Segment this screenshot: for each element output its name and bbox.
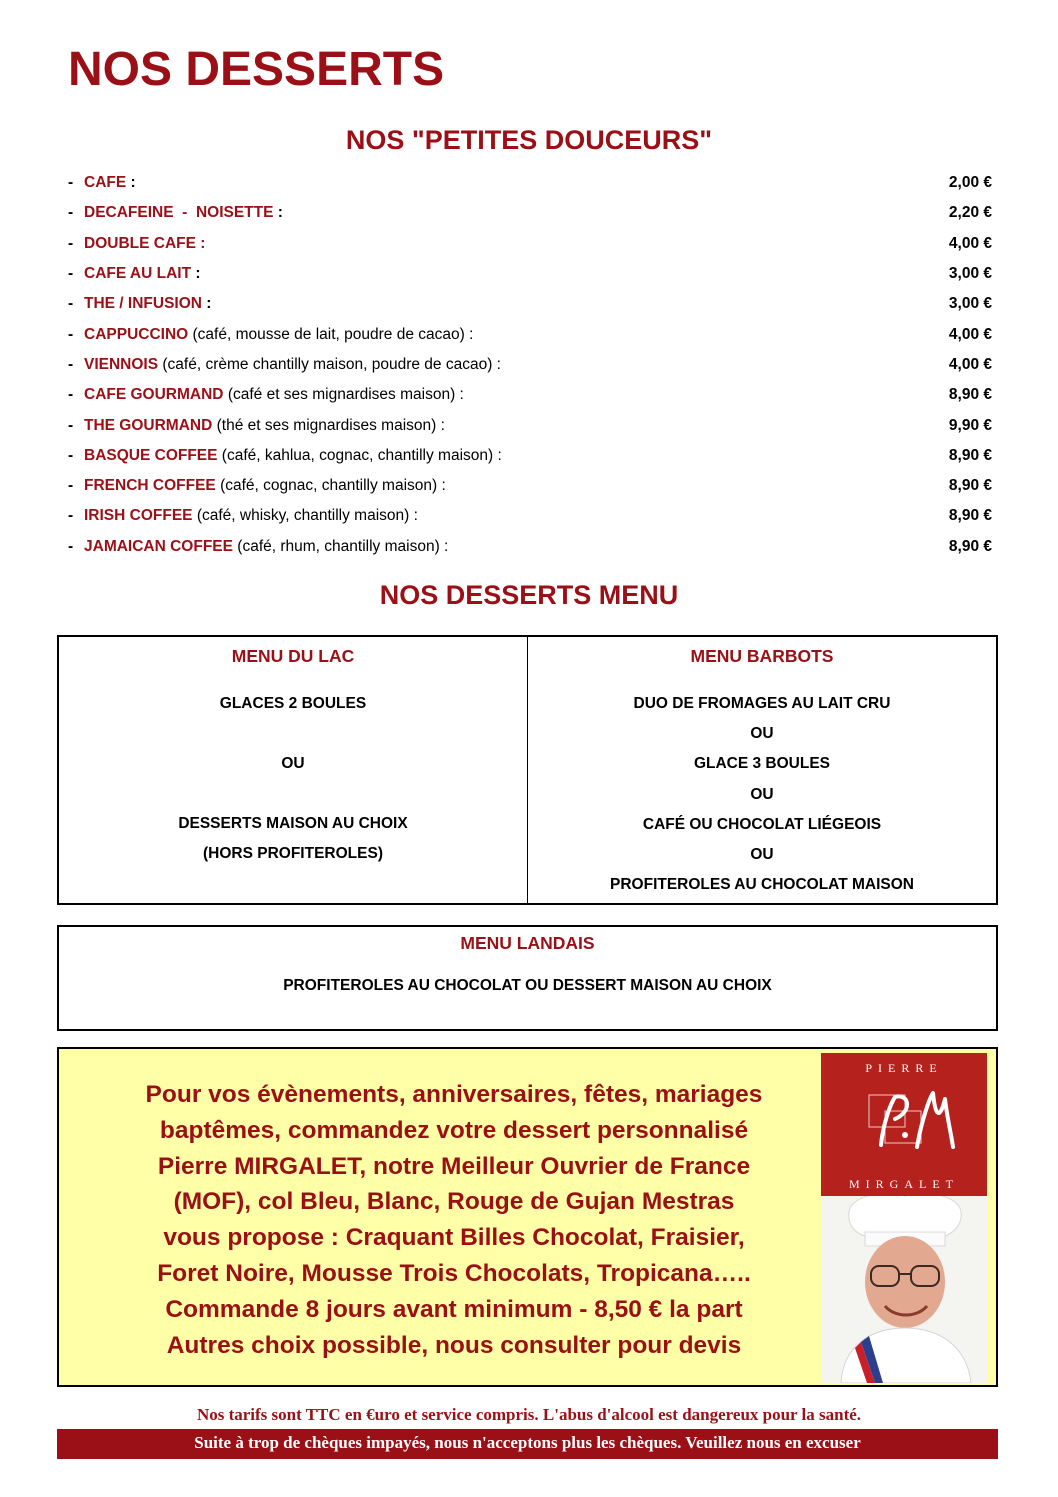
menu-du-lac (59, 637, 527, 903)
promo-line: vous propose : Craquant Billes Chocolat, Fraisier, (163, 1224, 745, 1252)
promo-line: (MOF), col Bleu, Blanc, Rouge de Gujan Mestras (173, 1188, 735, 1216)
item-price: 8,90 € (948, 386, 992, 404)
footer-cheque-notice: Suite à trop de chèques impayés, nous n'acceptons plus les chèques. Veuillez nous en excuser (57, 1429, 998, 1459)
item-price: 9,90 € (948, 416, 992, 434)
chef-portrait (821, 1196, 987, 1383)
menu-line: OU (750, 845, 774, 863)
promo-line: Commande 8 jours avant minimum - 8,50 € la part (165, 1295, 743, 1323)
item-price: 4,00 € (948, 325, 992, 343)
menu-line: DESSERTS MAISON AU CHOIX (178, 814, 408, 832)
menu-line: DUO DE FROMAGES AU LAIT CRU (633, 695, 891, 712)
item-name: JAMAICAN COFFEE (84, 537, 233, 555)
menu-line: GLACE 3 BOULES (693, 755, 831, 773)
item-price: 2,00 € (948, 174, 992, 192)
item-desc: (thé et ses mignardises maison) : (216, 416, 445, 434)
price-row: - DECAFEINE - NOISETTE : 2,20 € (68, 204, 992, 222)
item-name: FRENCH COFFEE (84, 477, 216, 495)
promo-text (59, 1077, 849, 1363)
menu-line: (HORS PROFITEROLES) (203, 844, 383, 862)
menu-line (59, 719, 527, 749)
footer-notice: Nos tarifs sont TTC en €uro et service compris. L'abus d'alcool est dangereux pour la santé. (196, 1405, 862, 1424)
menu-line: CAFÉ OU CHOCOLAT LIÉGEOIS (642, 815, 882, 833)
item-desc: (café, crème chantilly maison, poudre de cacao) : (162, 355, 501, 373)
menu-line: PROFITEROLES AU CHOCOLAT OU DESSERT MAISON AU CHOIX (283, 977, 772, 994)
item-price: 8,90 € (948, 507, 992, 525)
item-name: CAFE AU LAIT (84, 265, 192, 283)
item-price: 4,00 € (948, 234, 992, 252)
item-price: 3,00 € (948, 265, 992, 283)
menu-title: MENU LANDAIS (460, 933, 595, 953)
item-name: IRISH COFFEE (84, 507, 193, 525)
promo-line: Pierre MIRGALET, notre Meilleur Ouvrier de France (157, 1152, 751, 1180)
price-row: - BASQUE COFFEE (café, kahlua, cognac, chantilly maison) : 8,90 € (68, 446, 992, 464)
chef-photo (821, 1053, 987, 1383)
page-title: NOS DESSERTS (68, 43, 445, 96)
promo-line: Foret Noire, Mousse Trois Chocolats, Tropicana….. (157, 1259, 751, 1287)
item-name: DOUBLE CAFE (84, 234, 196, 252)
promo-line: baptêmes, commandez votre dessert personnalisé (159, 1116, 749, 1144)
menu-landais (57, 925, 998, 1031)
menu-title: MENU BARBOTS (690, 646, 834, 666)
logo-text-top: PIERRE (865, 1061, 943, 1075)
menu-line: OU (750, 725, 774, 743)
price-row: - VIENNOIS (café, crème chantilly maison, poudre de cacao) : 4,00 € (68, 355, 992, 373)
item-name: CAFE (84, 174, 127, 192)
item-price: 8,90 € (948, 477, 992, 495)
price-list (68, 168, 992, 562)
menu-table (57, 635, 998, 905)
price-row: - THE GOURMAND (thé et ses mignardises maison) : 9,90 € (68, 416, 992, 434)
logo-text-bottom: MIRGALET (849, 1177, 959, 1191)
item-price: 8,90 € (948, 537, 992, 555)
menu-line (59, 780, 527, 809)
menu-line: OU (750, 785, 774, 803)
item-desc: (café, rhum, chantilly maison) : (237, 537, 449, 555)
promo-line: Autres choix possible, nous consulter pour devis (166, 1331, 742, 1359)
item-desc: (café, kahlua, cognac, chantilly maison) : (221, 446, 502, 464)
item-name: BASQUE COFFEE (84, 446, 218, 464)
menu-line: GLACES 2 BOULES (219, 695, 367, 712)
item-price: 8,90 € (948, 446, 992, 464)
price-row: - CAFE : 2,00 € (68, 174, 992, 192)
pm-monogram-icon (821, 1053, 987, 1196)
menu-line: OU (281, 755, 305, 773)
item-price: 4,00 € (948, 355, 992, 373)
price-row: - JAMAICAN COFFEE (café, rhum, chantilly maison) : 8,90 € (68, 537, 992, 555)
menu-line: PROFITEROLES AU CHOCOLAT MAISON (610, 876, 914, 894)
item-price: 3,00 € (948, 295, 992, 313)
menu-title: MENU DU LAC (231, 646, 355, 666)
promo-line: Pour vos évènements, anniversaires, fêtes, mariages (145, 1081, 763, 1108)
item-name: CAPPUCCINO (84, 325, 189, 343)
promo-box (57, 1047, 998, 1387)
item-name: CAFE GOURMAND (84, 386, 224, 404)
menu-barbots (527, 637, 996, 903)
pm-logo (821, 1053, 987, 1196)
item-price: 2,20 € (948, 204, 992, 222)
item-desc: (café, whisky, chantilly maison) : (196, 507, 418, 525)
price-row: - DOUBLE CAFE : 4,00 € (68, 234, 992, 252)
item-name: VIENNOIS (84, 355, 159, 373)
section-title-douceurs: NOS "PETITES DOUCEURS" (345, 125, 713, 155)
price-row: - THE / INFUSION : 3,00 € (68, 295, 992, 313)
price-row: - CAPPUCCINO (café, mousse de lait, poudre de cacao) : 4,00 € (68, 325, 992, 343)
item-desc: (café, mousse de lait, poudre de cacao) : (192, 325, 474, 343)
price-row: - CAFE GOURMAND (café et ses mignardises maison) : 8,90 € (68, 386, 992, 404)
price-row: - FRENCH COFFEE (café, cognac, chantilly maison) : 8,90 € (68, 477, 992, 495)
price-row: - IRISH COFFEE (café, whisky, chantilly maison) : 8,90 € (68, 507, 992, 525)
item-desc: (café et ses mignardises maison) : (227, 386, 464, 404)
item-name: THE / INFUSION (84, 295, 202, 313)
item-name: THE GOURMAND (84, 416, 213, 434)
price-row: - CAFE AU LAIT : 3,00 € (68, 265, 992, 283)
item-name: DECAFEINE - NOISETTE (84, 204, 274, 222)
item-desc: (café, cognac, chantilly maison) : (220, 477, 446, 495)
section-title-menu: NOS DESSERTS MENU (379, 580, 679, 610)
